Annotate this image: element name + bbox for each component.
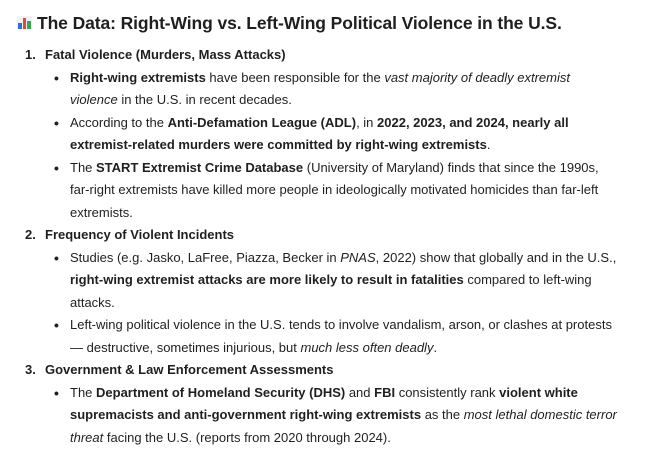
bullet-icon: •	[54, 69, 59, 86]
list-item	[17, 67, 636, 112]
section-government-assessments	[17, 359, 636, 449]
section-violent-incidents	[17, 224, 636, 359]
list-item	[17, 157, 636, 225]
bullet-list	[17, 247, 636, 360]
bullet-list	[17, 67, 636, 225]
section-number: 3.	[25, 362, 36, 377]
section-heading	[17, 224, 636, 247]
section-number: 2.	[25, 227, 36, 242]
bullet-text: Right-wing extremists have been responsible for the vast majority of deadly extremist violence in the U.S. in recent decades.	[70, 69, 570, 107]
section-heading-text: Government & Law Enforcement Assessments	[45, 362, 334, 377]
page-title-text: The Data: Right-Wing vs. Left-Wing Political Violence in the U.S.	[37, 13, 562, 33]
list-item	[17, 382, 636, 450]
bullet-text: The START Extremist Crime Database (University of Maryland) finds that since the 1990s, far-right extremists have killed more people in ideologically motivated homicides than far-left extremists.	[70, 159, 599, 220]
section-heading-text: Fatal Violence (Murders, Mass Attacks)	[45, 47, 286, 62]
bullet-icon: •	[54, 317, 59, 333]
bullet-icon: •	[54, 159, 59, 176]
list-item	[17, 247, 636, 315]
section-number: 1.	[25, 47, 36, 62]
bullet-icon: •	[54, 249, 59, 266]
list-item	[17, 314, 636, 359]
section-fatal-violence	[17, 44, 636, 224]
bar-chart-icon	[17, 16, 32, 30]
bullet-text: The Department of Homeland Security (DHS) and FBI consistently rank violent white supremacists and anti-government right-wing extremists as the most lethal domestic terror threat facing the U.S. (reports from 2020 through 2024).	[70, 384, 617, 445]
sections-list	[17, 44, 636, 449]
bullet-text: According to the Anti-Defamation League (ADL), in 2022, 2023, and 2024, nearly all extremist-related murders were committed by right-wing extremists.	[70, 114, 569, 152]
section-heading	[17, 44, 636, 67]
list-item	[17, 112, 636, 157]
bullet-icon: •	[54, 114, 59, 131]
bullet-icon: •	[54, 384, 59, 401]
bullet-text: Studies (e.g. Jasko, LaFree, Piazza, Becker in PNAS, 2022) show that globally and in the U.S., right-wing extremist attacks are more likely to result in fatalities compared to left-wing attacks.	[70, 249, 617, 310]
page-title	[17, 10, 636, 36]
section-heading	[17, 359, 636, 382]
bullet-list	[17, 382, 636, 450]
bullet-text: Left-wing political violence in the U.S. tends to involve vandalism, arson, or clashes at protests — destructive, sometimes injurious, but much less often deadly.	[70, 317, 612, 355]
section-heading-text: Frequency of Violent Incidents	[45, 227, 235, 242]
